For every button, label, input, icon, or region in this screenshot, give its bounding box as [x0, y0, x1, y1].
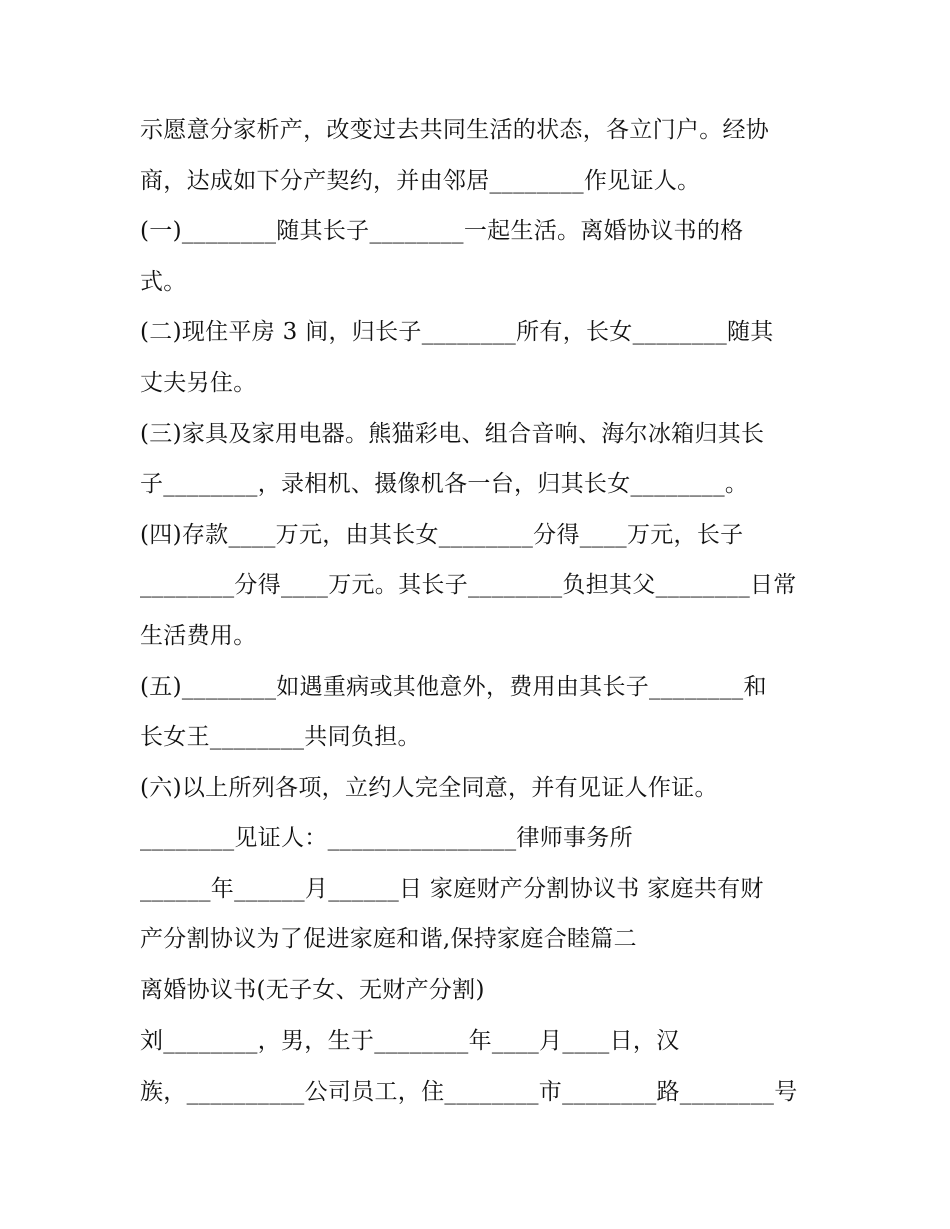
text-line: 式。 — [140, 269, 187, 295]
text-line: 子________，录相机、摄像机各一台，归其长女________。 — [140, 471, 749, 497]
text-line: 族，__________公司员工，住________市________路________号 — [140, 1079, 798, 1105]
text-line: 产分割协议为了促进家庭和谐,保持家庭合睦篇二 — [140, 926, 637, 952]
text-line: (五)________如遇重病或其他意外，费用由其长子________和 — [140, 674, 767, 700]
text-line: ______年______月______日 家庭财产分割协议书 家庭共有财 — [140, 876, 764, 902]
text-line: 生活费用。 — [140, 623, 257, 649]
text-line: 示愿意分家析产，改变过去共同生活的状态，各立门户。经协 — [140, 117, 770, 143]
text-line: ________分得____万元。其长子________负担其父________日常 — [140, 572, 797, 598]
text-line: ________见证人：________________律师事务所 — [140, 825, 633, 851]
text-line: (四)存款____万元，由其长女________分得____万元，长子 — [140, 522, 744, 548]
text-line: 长女王________共同负担。 — [140, 724, 421, 750]
text-line: 刘________，男，生于________年____月____日，汉 — [140, 1028, 680, 1054]
text-line: 商，达成如下分产契约，并由邻居________作见证人。 — [140, 168, 701, 194]
text-line: (三)家具及家用电器。熊猫彩电、组合音响、海尔冰箱归其长 — [140, 421, 765, 447]
text-line: (一)________随其长子________一起生活。离婚协议书的格 — [140, 218, 744, 244]
text-line: 丈夫另住。 — [140, 370, 257, 396]
text-line: 离婚协议书(无子女、无财产分割) — [140, 977, 485, 1003]
text-line: (六)以上所列各项，立约人完全同意，并有见证人作证。 — [140, 775, 718, 801]
text-line: (二)现住平房 3 间，归长子________所有，长女________随其 — [140, 319, 774, 345]
